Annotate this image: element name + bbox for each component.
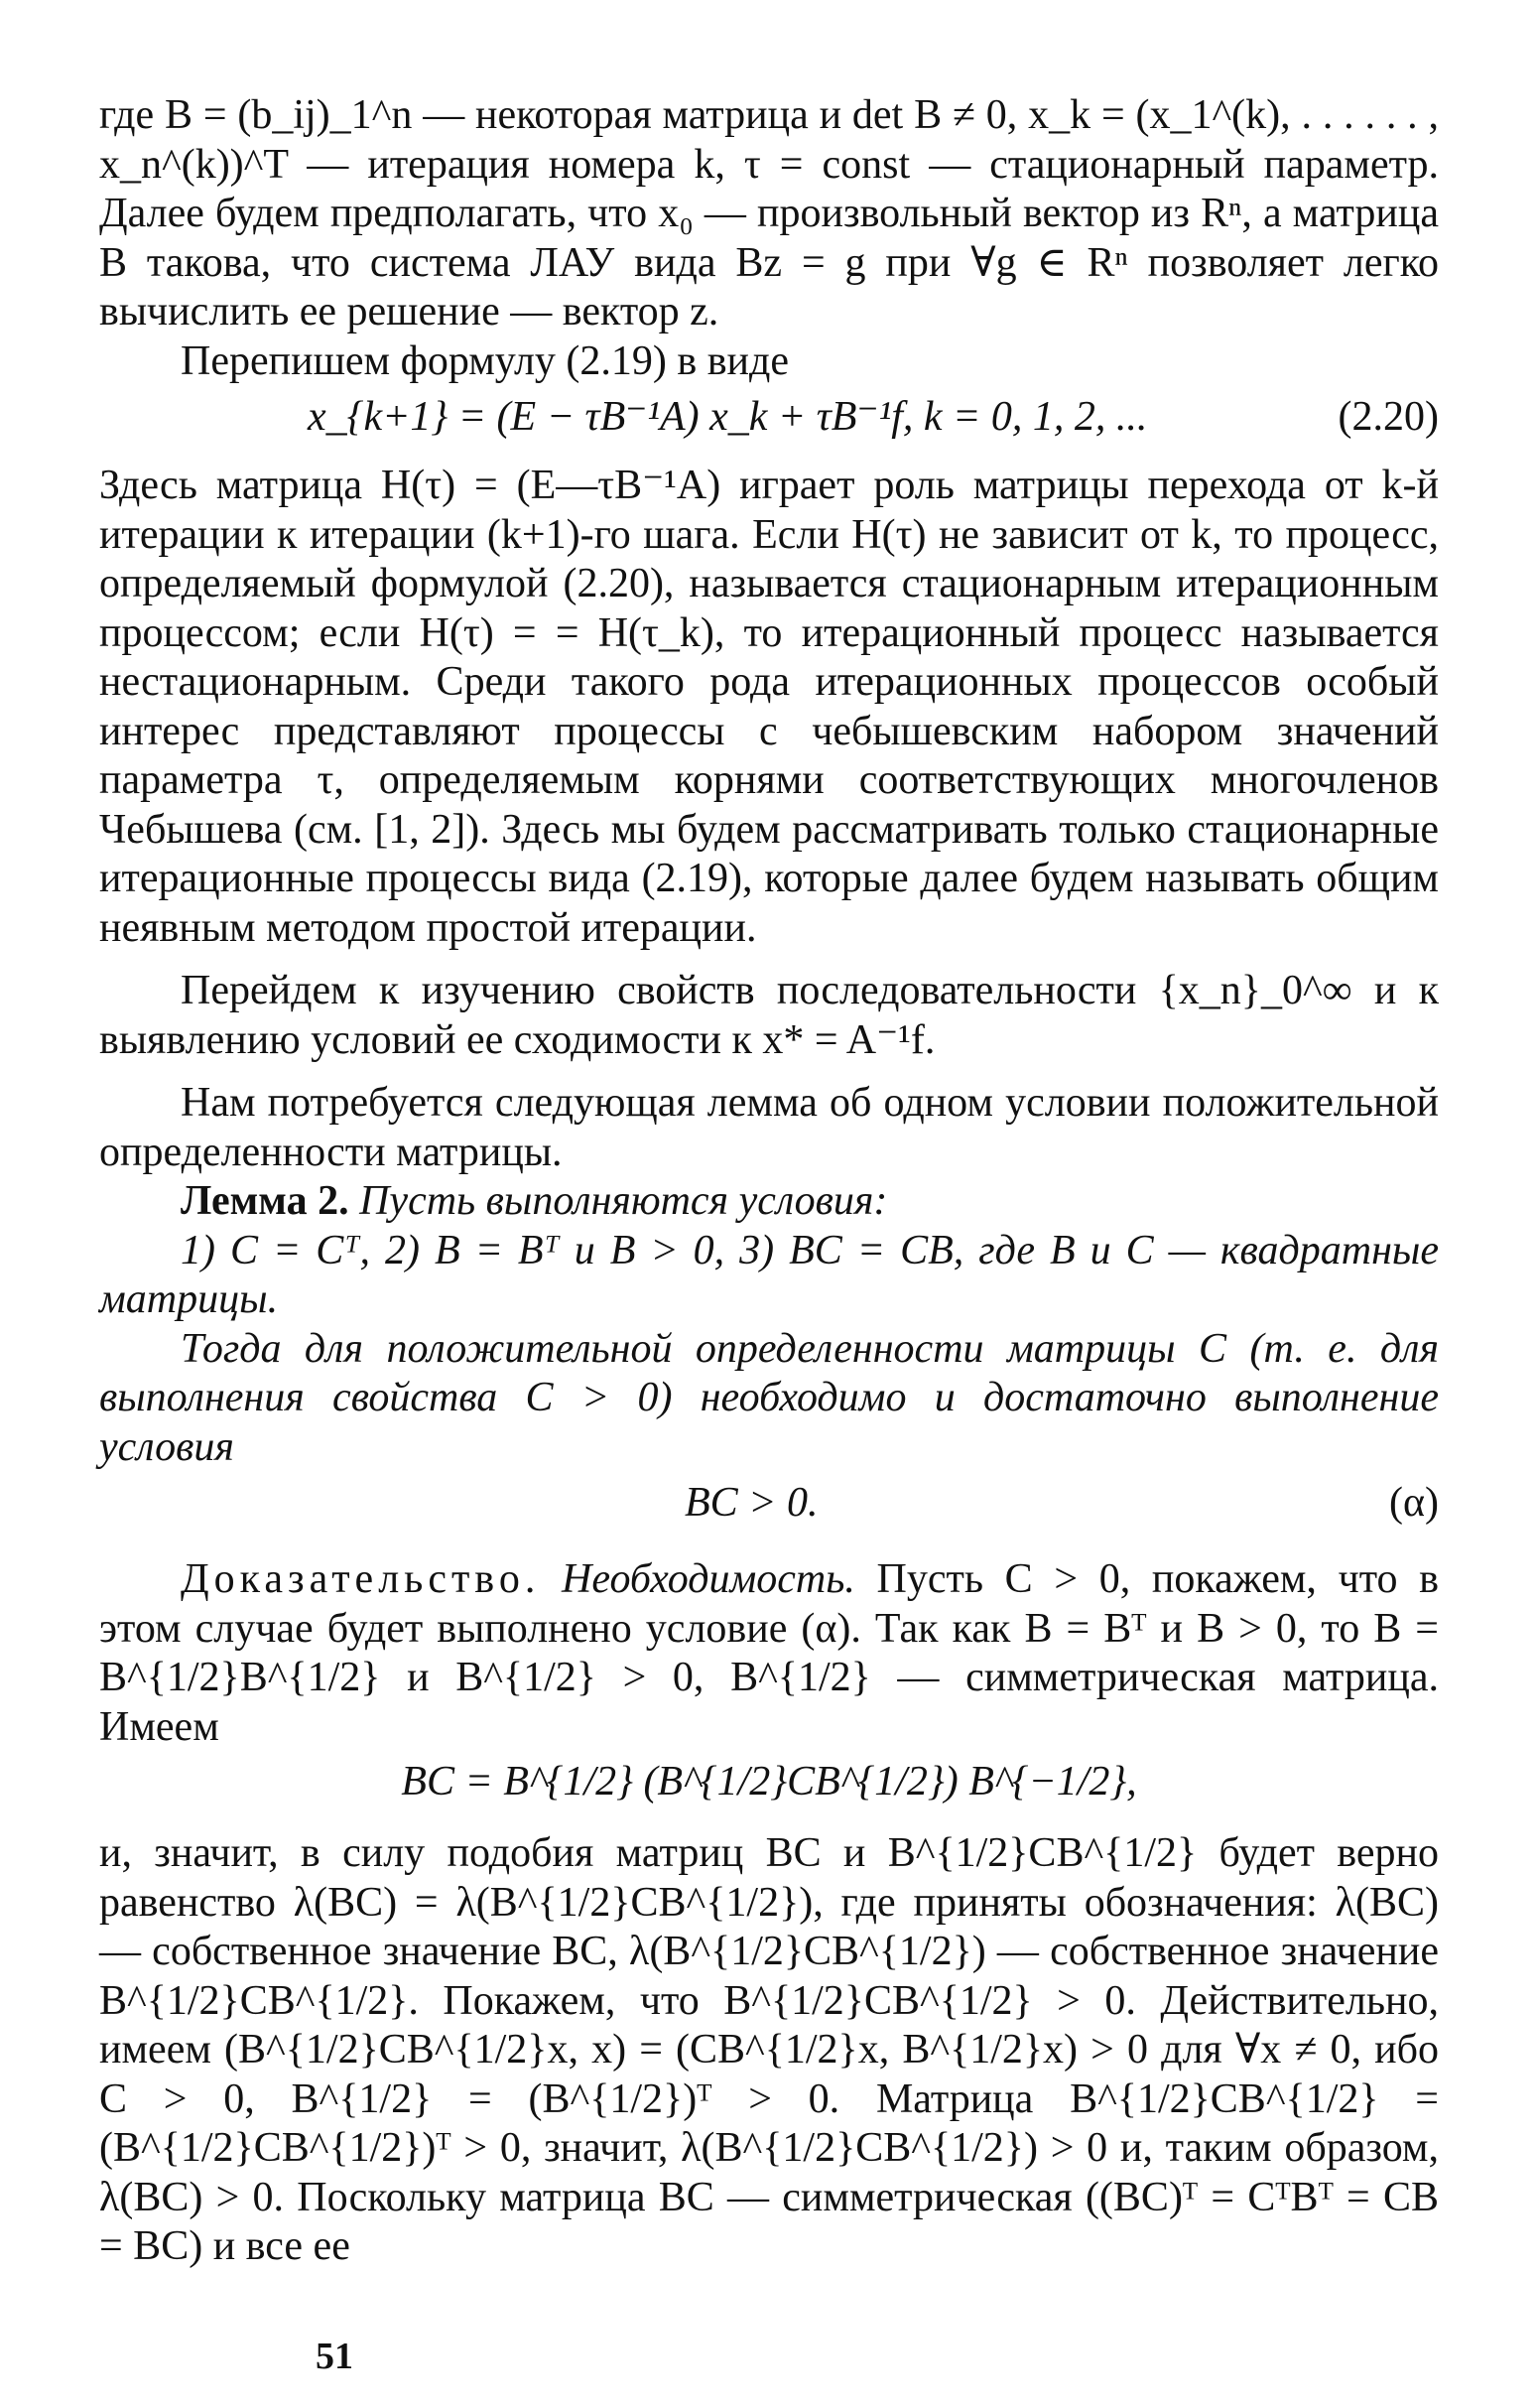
paragraph-eigenvalues: и, значит, в силу подобия матриц BC и B^{1/2}CB^{1/2} будет верно равенство λ(BC) = λ(B^{1/2}CB^{1/2}), где приняты обозначения: λ(BC) — собственное значение BC, λ(B^{1/2}CB^{1/2}) — собственное значение B^{1/2}CB^{1/2}. Покажем, что B^{1/2}CB^{1/2} > 0. Действительно, имеем (B^{1/2}CB^{1/2}x, x) = (CB^{1/2}x, B^{1/2}x) > 0 для ∀x ≠ 0, ибо C > 0, B^{1/2} = (B^{1/2})ᵀ > 0. Матрица B^{1/2}CB^{1/2} = (B^{1/2}CB^{1/2})ᵀ > 0, значит, λ(B^{1/2}CB^{1/2}) > 0 и, таким образом, λ(BC) > 0. Поскольку матрица BC — симметрическая ((BC)ᵀ = CᵀBᵀ = CB = BC) и все ее <box>99 1830 1439 2269</box>
lemma-conditions: 1) C = Cᵀ, 2) B = Bᵀ и B > 0, 3) BC = CB, где B и C — квадратные матрицы. <box>99 1227 1439 1322</box>
equation-2-20 <box>99 386 1439 448</box>
text-column <box>99 91 1439 2272</box>
proof-text: Пусть C > 0, покажем, что в этом случае будет выполнено условие (α). Так как B = Bᵀ и B > 0, то B = B^{1/2}B^{1/2} и B^{1/2} > 0, B^{1/2} — симметрическая матрица. Имеем <box>99 1556 1440 1750</box>
equation-alpha-body: BC > 0. <box>685 1480 819 1526</box>
page-number: 51 <box>316 2336 353 2377</box>
proof-label: Доказательство. <box>181 1556 541 1602</box>
paragraph-rewrite-intro: Перепишем формулу (2.19) в виде <box>181 337 790 384</box>
paragraph-definitions: где B = (b_ij)_1^n — некоторая матрица и det B ≠ 0, x_k = (x_1^(k), . . . . . . , x_n^(k))^T — итерация номера k, τ = const — стационарный параметр. Далее будем предполагать, что x₀ — произвольный вектор из Rⁿ, а матрица B такова, что система ЛАУ вида Bz = g при ∀g ∈ Rⁿ позволяет легко вычислить ее решение — вектор z. <box>99 92 1439 334</box>
lemma-heading <box>99 1177 1439 1227</box>
equation-2-20-body: x_{k+1} = (E − τB⁻¹A) x_k + τB⁻¹f, k = 0, 1, 2, ... <box>308 394 1148 440</box>
paragraph-transition-matrix: Здесь матрица H(τ) = (E—τB⁻¹A) играет роль матрицы перехода от k-й итерации к итерации (k+1)-го шага. Если H(τ) не зависит от k, то процесс, определяемый формулой (2.20), называется стационарным итерационным процессом; если H(τ) = = H(τ_k), то итерационный процесс называется нестационарным. Среди такого рода итерационных процессов особый интерес представляют процессы с чебышевским набором значений параметра τ, определяемым корнями соответствующих многочленов Чебышева (см. [1, 2]). Здесь мы будем рассматривать только стационарные итерационные процессы вида (2.19), которые далее будем называть общим неявным методом простой итерации. <box>99 463 1439 951</box>
paragraph-convergence: Перейдем к изучению свойств последовательности {x_n}_0^∞ и к выявлению условий ее сходимости к x* = A⁻¹f. <box>99 968 1439 1063</box>
equation-alpha <box>99 1472 1439 1534</box>
equation-alpha-number: (α) <box>1389 1480 1439 1526</box>
equation-2-20-number: (2.20) <box>1338 394 1439 440</box>
equation-similarity: BC = B^{1/2} (B^{1/2}CB^{1/2}) B^{−1/2}, <box>401 1759 1137 1805</box>
lemma-text: Пусть выполняются условия: <box>359 1178 888 1224</box>
lemma-title: Лемма 2. <box>181 1178 349 1224</box>
lemma-claim: Тогда для положительной определенности матрицы C (т. е. для выполнения свойства C > 0) необходимо и достаточно выполнение условия <box>99 1325 1439 1470</box>
necessity-label: Необходимость. <box>562 1556 855 1602</box>
paragraph-lemma-intro: Нам потребуется следующая лемма об одном условии положительной определенности матрицы. <box>99 1080 1439 1175</box>
paragraph-proof <box>99 1555 1439 1752</box>
